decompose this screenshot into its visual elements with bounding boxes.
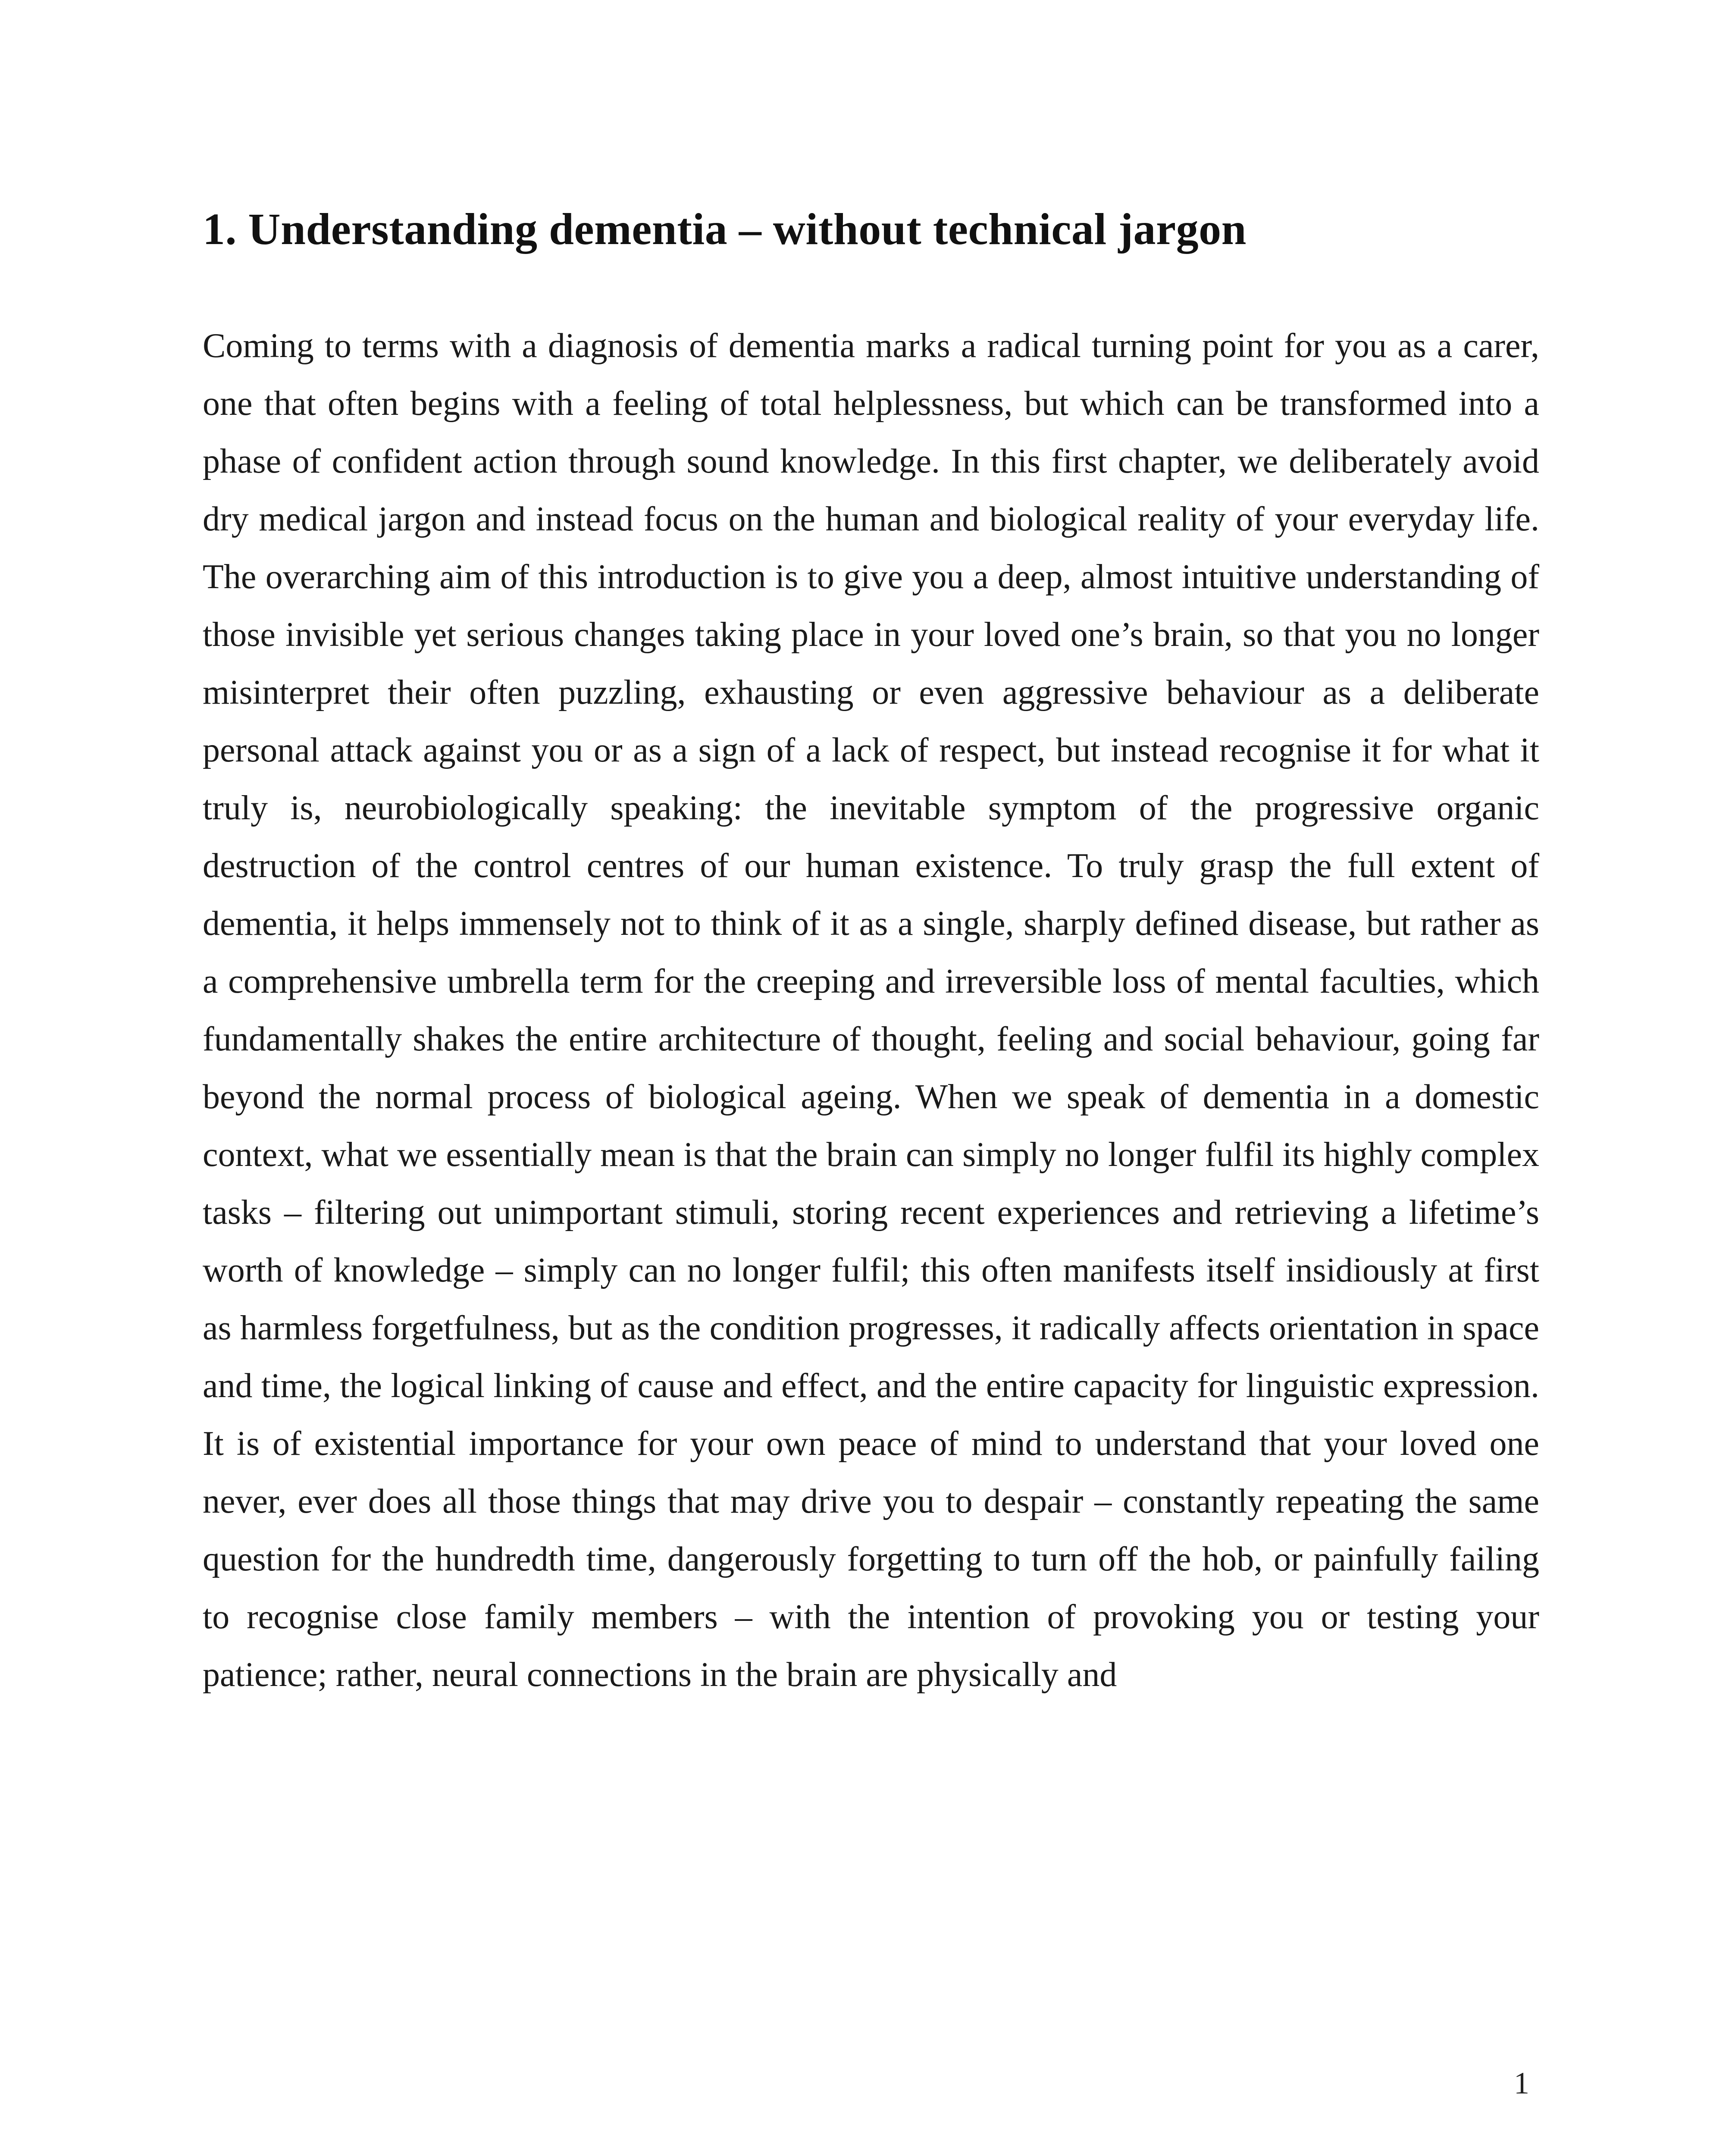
chapter-title: 1. Understanding dementia – without technical jargon	[203, 204, 1247, 254]
page-content	[203, 203, 1539, 1704]
page-number: 1	[1514, 2066, 1529, 2100]
body-paragraph: Coming to terms with a diagnosis of dementia marks a radical turning point for you as a carer, one that often begins with a feeling of total helplessness, but which can be transformed into a phase of confident action through sound knowledge. In this first chapter, we deliberately avoid dry medical jargon and instead focus on the human and biological reality of your everyday life. The overarching aim of this introduction is to give you a deep, almost intuitive understanding of those invisible yet serious changes taking place in your loved one’s brain, so that you no longer misinterpret their often puzzling, exhausting or even aggressive behaviour as a deliberate personal attack against you or as a sign of a lack of respect, but instead recognise it for what it truly is, neurobiologically speaking: the inevitable symptom of the progressive organic destruction of the control centres of our human existence. To truly grasp the full extent of dementia, it helps immensely not to think of it as a single, sharply defined disease, but rather as a comprehensive umbrella term for the creeping and irreversible loss of mental faculties, which fundamentally shakes the entire architecture of thought, feeling and social behaviour, going far beyond the normal process of biological ageing. When we speak of dementia in a domestic context, what we essentially mean is that the brain can simply no longer fulfil its highly complex tasks – filtering out unimportant stimuli, storing recent experiences and retrieving a lifetime’s worth of knowledge – simply can no longer fulfil; this often manifests itself insidiously at first as harmless forgetfulness, but as the condition progresses, it radically affects orientation in space and time, the logical linking of cause and effect, and the entire capacity for linguistic expression. It is of existential importance for your own peace of mind to understand that your loved one never, ever does all those things that may drive you to despair – constantly repeating the same question for the hundredth time, dangerously forgetting to turn off the hob, or painfully failing to recognise close family members – with the intention of provoking you or testing your patience; rather, neural connections in the brain are physically and	[203, 326, 1539, 1694]
